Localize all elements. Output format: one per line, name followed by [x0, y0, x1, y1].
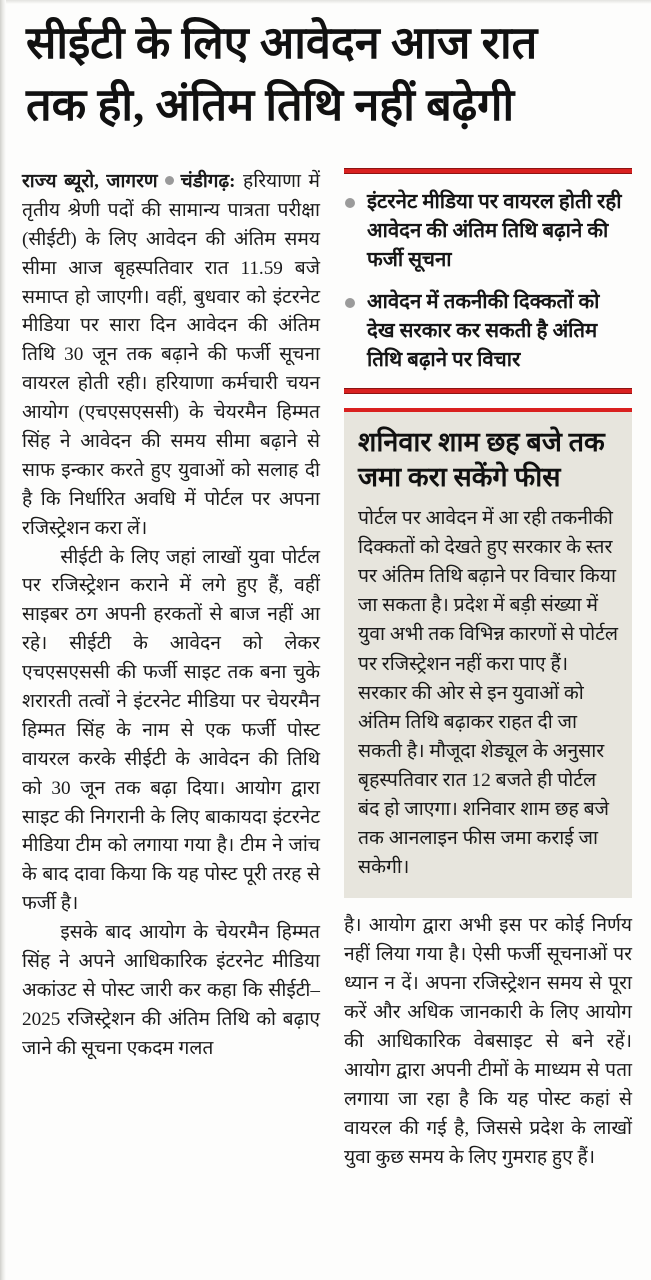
infobox-body-text: पोर्टल पर आवेदन में आ रही तकनीकी दिक्कतों को देखते हुए सरकार के स्तर पर अंतिम तिथि बढ़ाने पर विचार किया जा सकता है। प्रदेश में बड़ी संख्या में युवा अभी तक विभिन्न कारणों से पोर्टल पर रजिस्ट्रेशन नहीं करा पाए हैं। सरकार की ओर से इन युवाओं को अंतिम तिथि बढ़ाकर राहत दी जा सकती है। मौजूदा शेड्यूल के अनुसार बृहस्पतिवार रात 12 बजते ही पोर्टल बंद हो जाएगा। शनिवार शाम छह बजे तक आनलाइन फीस जमा कराई जा सकेगी। — [358, 508, 619, 879]
article-columns — [0, 168, 651, 1280]
left-paragraph-1: हरियाणा में तृतीय श्रेणी पदों की सामान्य पात्रता परीक्षा (सीईटी) के लिए आवेदन की अंतिम समय सीमा आज बृहस्पतिवार रात 11.59 बजे समाप्त हो जाएगी। वहीं, बुधवार को इंटरनेट मीडिया पर सारा दिन आवेदन की अंतिम तिथि 30 जून तक बढ़ाने की फर्जी सूचना वायरल होती रही। हरियाणा कर्मचारी चयन आयोग (एचएसएससी) के चेयरमैन हिम्मत सिंह ने आवेदन की समय सीमा बढ़ाने से साफ इन्कार करते हुए युवाओं को सलाह दी है कि निर्धारित अवधि में पोर्टल पर अपना रजिस्ट्रेशन करा लें। — [22, 171, 321, 539]
highlights-top-rule — [344, 168, 632, 174]
headline-line-2: तक ही, अंतिम तिथि नहीं बढ़ेगी — [26, 80, 515, 131]
scan-edge-top — [0, 0, 651, 4]
infobox-title-line-1: शनिवार शाम छह बजे तक — [358, 426, 605, 457]
left-paragraph-2: सीईटी के लिए जहां लाखों युवा पोर्टल पर रजिस्ट्रेशन कराने में लगे हुए हैं, वहीं साइबर ठग अपनी हरकतों से बाज नहीं आ रहे। सीईटी के आवेदन को लेकर एचएसएससी की फर्जी साइट तक बना चुके शरारती तत्वों ने इंटरनेट मीडिया पर चेयरमैन हिम्मत सिंह के नाम से एक फर्जी पोस्ट वायरल करके सीईटी के आवेदन की तिथि को 30 जून तक बढ़ा दिया। आयोग द्वारा साइट की निगरानी के लिए बाकायदा इंटरनेट मीडिया टीम को लगाया गया है। टीम ने जांच के बाद दावा किया कि यह पोस्ट पूरी तरह से फर्जी है। — [22, 546, 320, 915]
highlight-item-text: आवेदन में तकनीकी दिक्कतों को देख सरकार कर सकती है अंतिम तिथि बढ़ाने पर विचार — [367, 290, 600, 371]
bullet-dot-icon — [165, 176, 174, 185]
infobox-title — [358, 425, 618, 495]
left-paragraph-3: इसके बाद आयोग के चेयरमैन हिम्मत सिंह ने अपने आधिकारिक इंटरनेट मीडिया अकांउट से पोस्ट जारी कर कहा कि सीईटी–2025 रजिस्ट्रेशन की अंतिम तिथि को बढ़ाए जाने की सूचना एकदम गलत — [22, 922, 320, 1059]
right-column-body — [344, 912, 632, 1172]
highlights-list — [344, 188, 632, 375]
sidebar-infobox — [344, 408, 632, 899]
highlights-bottom-rule — [344, 388, 632, 394]
bullet-dot-icon — [345, 298, 355, 308]
byline-and-lead-paragraph — [22, 168, 320, 544]
article-headline — [26, 12, 632, 136]
infobox-title-line-2: जमा करा सकेंगे फीस — [358, 461, 561, 492]
headline-line-1: सीईटी के लिए आवेदन आज रात — [26, 18, 538, 68]
highlight-item — [344, 188, 632, 275]
left-column — [22, 168, 320, 1064]
byline-bureau: राज्य ब्यूरो, जागरण — [22, 171, 158, 192]
bullet-dot-icon — [345, 198, 355, 208]
highlight-item-text: इंटरनेट मीडिया पर वायरल होती रही आवेदन की अंतिम तिथि बढ़ाने की फर्जी सूचना — [367, 191, 622, 271]
infobox-body — [358, 504, 618, 882]
highlight-item — [344, 288, 632, 375]
left-column-body — [22, 168, 320, 1064]
byline-dateline: चंडीगढ़: — [180, 171, 236, 192]
right-continuation-paragraph: है। आयोग द्वारा अभी इस पर कोई निर्णय नहीं लिया गया है। ऐसी फर्जी सूचनाओं पर ध्यान न दें। अपना रजिस्ट्रेशन समय से पूरा करें और अधिक जानकारी के लिए आयोग की आधिकारिक वेबसाइट से बने रहें। आयोग द्वारा अपनी टीमों के माध्यम से पता लगाया जा रहा है कि यह पोस्ट कहां से वायरल की गई है, जिससे प्रदेश के लाखों युवा कुछ समय के लिए गुमराह हुए हैं। — [344, 915, 632, 1168]
right-column — [344, 168, 632, 1172]
